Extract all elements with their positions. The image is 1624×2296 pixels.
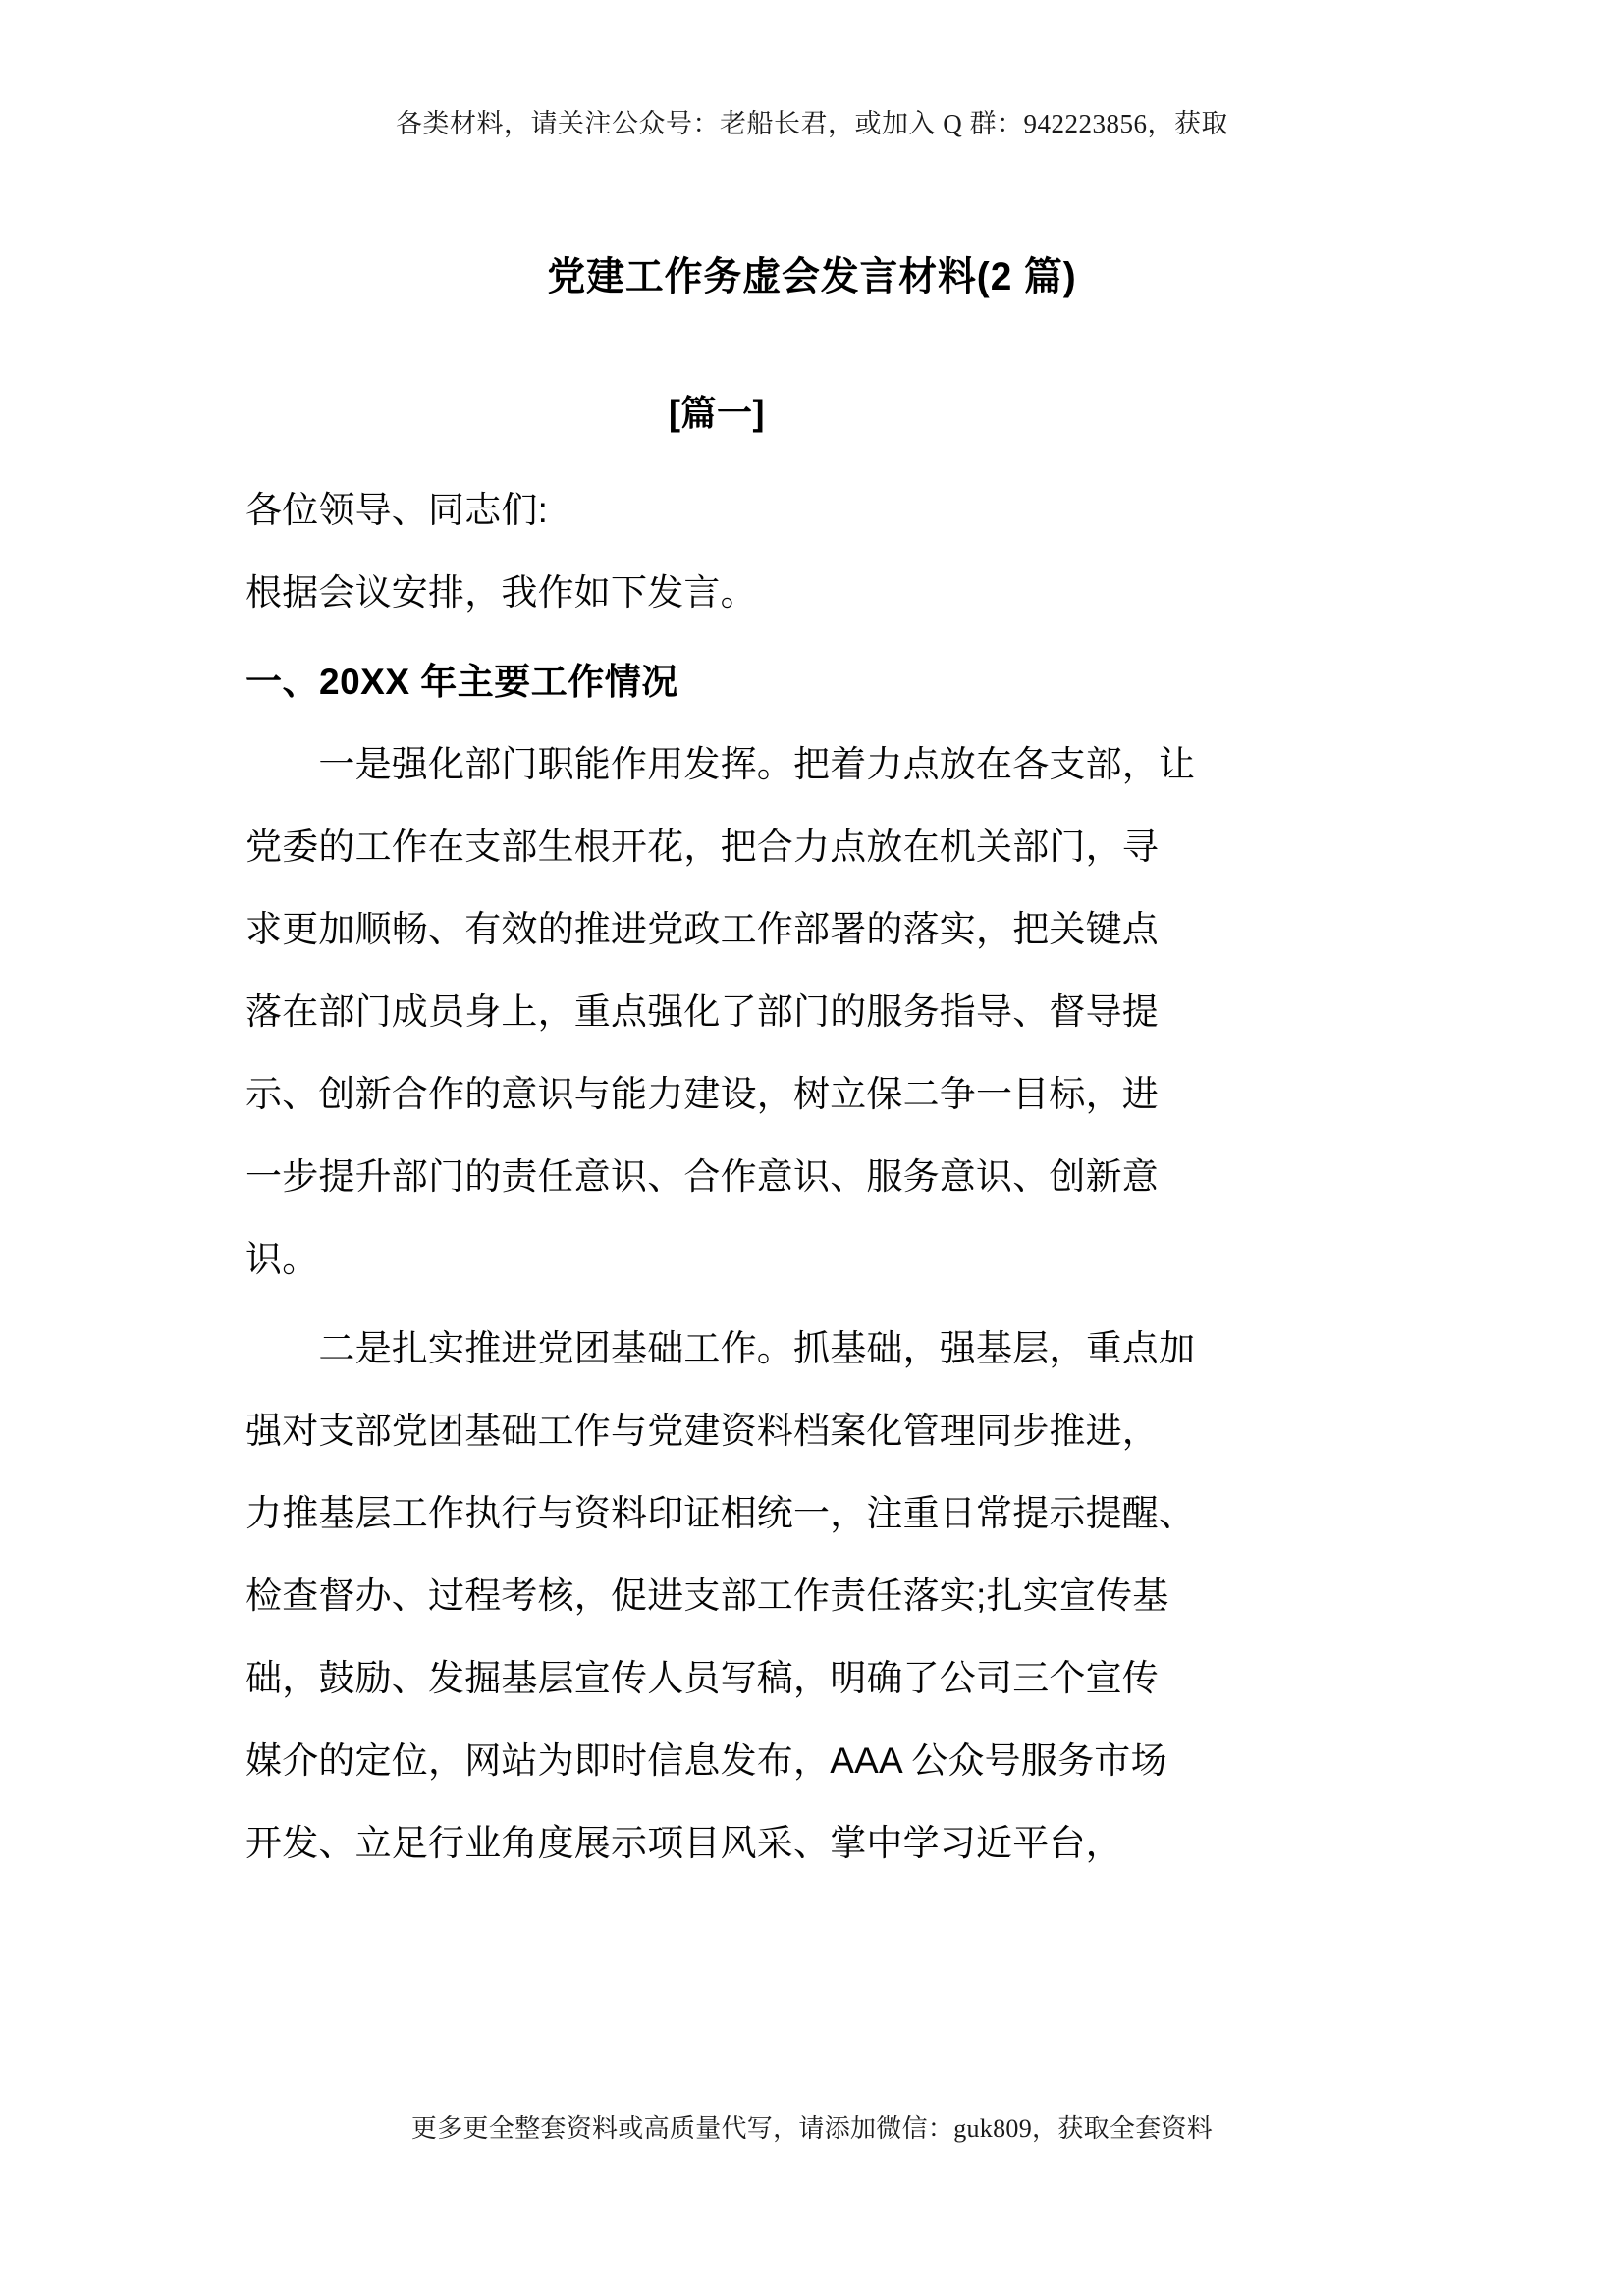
paragraph-line: 识。 — [245, 1238, 319, 1279]
paragraph-2 — [245, 1327, 1371, 1863]
section-heading-1: 一、20XX 年主要工作情况 — [245, 661, 678, 702]
paragraph-line: 础，鼓励、发掘基层宣传人员写稿，明确了公司三个宣传 — [245, 1657, 1159, 1698]
paragraph-line: 开发、立足行业角度展示项目风采、掌中学习近平台， — [245, 1822, 1122, 1863]
paragraph-line: 一步提升部门的责任意识、合作意识、服务意识、创新意 — [245, 1155, 1159, 1197]
paragraph-line: 力推基层工作执行与资料印证相统一，注重日常提示提醒、 — [245, 1492, 1196, 1533]
paragraph-line: 求更加顺畅、有效的推进党政工作部署的落实，把关键点 — [245, 908, 1159, 949]
page-footer-note: 更多更全整套资料或高质量代写，请添加微信：guk809，获取全套资料 — [410, 2113, 1214, 2143]
paragraph-line: 媒介的定位，网站为即时信息发布，AAA 公众号服务市场 — [245, 1739, 1167, 1781]
paragraph-line: 示、创新合作的意识与能力建设，树立保二争一目标，进 — [245, 1073, 1159, 1114]
paragraph-1 — [245, 743, 1371, 1279]
page-title: 党建工作务虚会发言材料(2 篇) — [547, 254, 1077, 298]
paragraph-line: 一是强化部门职能作用发挥。把着力点放在各支部，让 — [245, 743, 1196, 784]
paragraph-line: 检查督办、过程考核，促进支部工作责任落实;扎实宣传基 — [245, 1575, 1169, 1616]
salutation-line: 各位领导、同志们: — [245, 489, 549, 530]
paragraph-line: 二是扎实推进党团基础工作。抓基础，强基层，重点加 — [245, 1327, 1196, 1368]
opening-line: 根据会议安排，我作如下发言。 — [245, 571, 757, 613]
document-body — [245, 391, 1371, 1907]
part-label: [篇一] — [669, 393, 765, 433]
paragraph-line: 强对支部党团基础工作与党建资料档案化管理同步推进， — [245, 1410, 1159, 1451]
paragraph-line: 落在部门成员身上，重点强化了部门的服务指导、督导提 — [245, 990, 1159, 1032]
paragraph-line: 党委的工作在支部生根开花，把合力点放在机关部门，寻 — [245, 826, 1159, 867]
page-header-note: 各类材料，请关注公众号：老船长君，或加入 Q 群：942223856，获取 — [396, 109, 1228, 138]
